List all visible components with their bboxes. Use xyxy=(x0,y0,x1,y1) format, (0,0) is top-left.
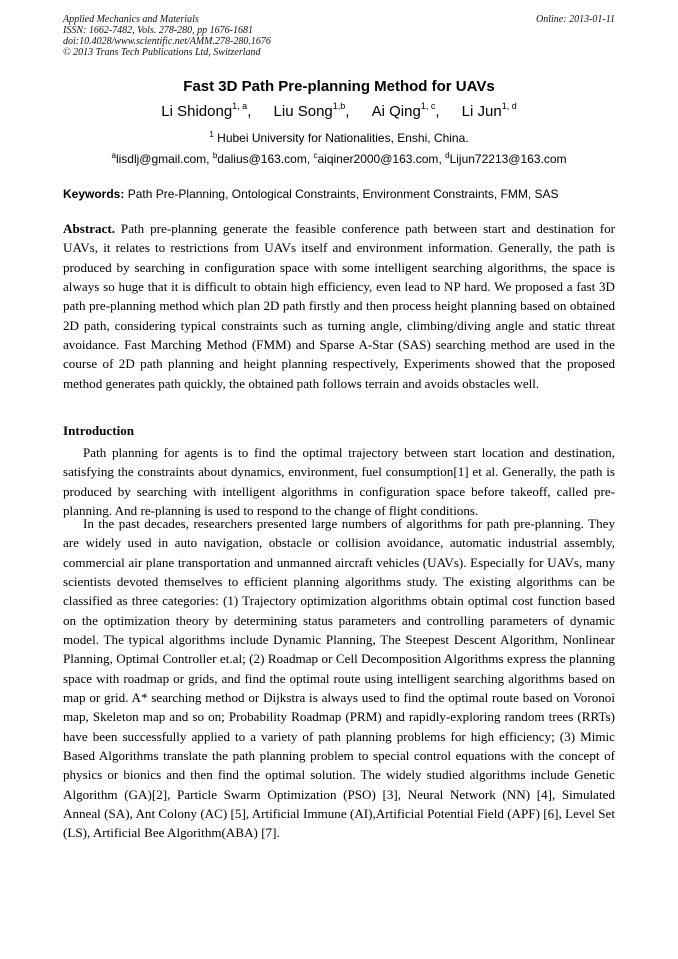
email-address: aiqiner2000@163.com xyxy=(317,152,439,166)
body-paragraph: Path planning for agents is to find the optimal trajectory between start location and destination, satisfying the constraints about dynamics, environment, fuel consumption[1] et al. Generally, the path is produced by searching with intelligent algorithms in configuration space before takeoff, called pre-planning. And re-planning is used to respond to the change of flight conditions. xyxy=(63,445,615,518)
section-heading: Introduction xyxy=(63,423,135,438)
abstract xyxy=(63,219,615,393)
email-separator: , xyxy=(438,152,446,166)
author-affil-mark: 1, d xyxy=(501,101,517,111)
affiliation-mark: 1 xyxy=(209,130,214,139)
keywords xyxy=(63,186,615,202)
paper-title: Fast 3D Path Pre-planning Method for UAVs xyxy=(183,78,495,95)
affiliation xyxy=(0,130,678,146)
author-name: Liu Song xyxy=(273,103,333,120)
abstract-label: Abstract. xyxy=(63,221,115,236)
email-address: lisdlj@gmail.com xyxy=(115,152,207,166)
body-paragraph: In the past decades, researchers presented large numbers of algorithms for path pre-planning. They are widely used in auto navigation, obstacle or collision avoidance, automatic industrial assembly, commercial air plane transportation and unmanned aircraft vehicles (UAVs). Especially for UAVs, many scientists devoted themselves to efficient planning algorithms study. The existing algorithms can be classified as three categories: (1) Trajectory optimization algorithms obtain optimal cost function based on the optimization theory by determining status parameters and controlling parameters of dynamic model. The typical algorithms include Dynamic Planning, The Steepest Descent Algorithm, Nonlinear Planning, Optimal Controller et.al; (2) Roadmap or Cell Decomposition Algorithms express the planning space with roadmap or grids, and find the optimal route using intelligent searching algorithms based on map or grid. A* searching method or Dijkstra is always used to find the optimal route based on Voronoi map, Skeleton map and so on; Probability Roadmap (PRM) and rapidly-exploring random trees (RRTs) have been successfully applied to a variety of path planning problems for high efficiency; (3) Mimic Based Algorithms translate the path planning problem to special control equations with the concept of physics or bionics and then find the optimal solution. The widely studied algorithms include Genetic Algorithm (GA)[2], Particle Swarm Optimization (PSO) [3], Neural Network (NN) [4], Simulated Anneal (SA), Ant Colony (AC) [5], Artificial Immune (AI),Artificial Potential Field (APF) [6], Level Set (LS), Artificial Bee Algorithm(ABA) [7]. xyxy=(63,516,615,841)
email-address: Lijun72213@163.com xyxy=(449,152,567,166)
author-name: Li Shidong xyxy=(161,103,233,120)
author-name: Ai Qing xyxy=(371,103,421,120)
author-separator: , xyxy=(435,103,440,120)
author xyxy=(462,103,517,120)
email-address: dalius@163.com xyxy=(217,152,307,166)
author-affil-mark: 1, c xyxy=(420,101,436,111)
affiliation-text: Hubei University for Nationalities, Enshi, China. xyxy=(217,131,469,145)
keywords-text: Path Pre-Planning, Ontological Constraints, Environment Constraints, FMM, SAS xyxy=(127,187,559,201)
journal-header xyxy=(63,14,271,58)
email-list xyxy=(0,151,678,167)
doi-line: doi:10.4028/www.scientific.net/AMM.278-280.1676 xyxy=(63,36,271,47)
keywords-label: Keywords: xyxy=(63,187,125,201)
author xyxy=(161,103,251,120)
email-mark: b xyxy=(212,151,218,160)
abstract-text: Path pre-planning generate the feasible conference path between start and destination for UAVs, it relates to restrictions from UAVs itself and environment information. Generally, the path is produced by searching in configuration space with some intelligent searching algorithms, the space is always so huge that it is difficult to obtain high efficiency, even lead to NP hard. We proposed a fast 3D path pre-planning method which plan 2D path firstly and then process height planning based on obtained 2D path, considering typical constraints such as turning angle, climbing/diving angle and static threat avoidance. Fast Marching Method (FMM) and Sparse A-Star (SAS) searching method are used in the course of 2D path planning and height planning respectively, Experiments showed that the proposed method generates path quickly, the obtained path follows terrain and avoids obstacles well. xyxy=(63,221,615,391)
author-list xyxy=(0,101,678,123)
email-mark: d xyxy=(445,151,450,160)
author-separator: , xyxy=(345,103,350,120)
author xyxy=(372,103,440,120)
author-separator: , xyxy=(247,103,252,120)
email-mark: c xyxy=(313,151,318,160)
email-separator: , xyxy=(306,152,314,166)
author-affil-mark: 1, a xyxy=(232,101,248,111)
copyright-line: © 2013 Trans Tech Publications Ltd, Switzerland xyxy=(63,47,261,58)
journal-name: Applied Mechanics and Materials xyxy=(63,14,199,25)
email-mark: a xyxy=(111,151,116,160)
author xyxy=(274,103,350,120)
email-separator: , xyxy=(206,152,213,166)
author-name: Li Jun xyxy=(461,103,502,120)
issn-line: ISSN: 1662-7482, Vols. 278-280, pp 1676-1681 xyxy=(63,25,253,36)
online-date: Online: 2013-01-11 xyxy=(536,14,615,25)
author-affil-mark: 1,b xyxy=(332,101,346,111)
